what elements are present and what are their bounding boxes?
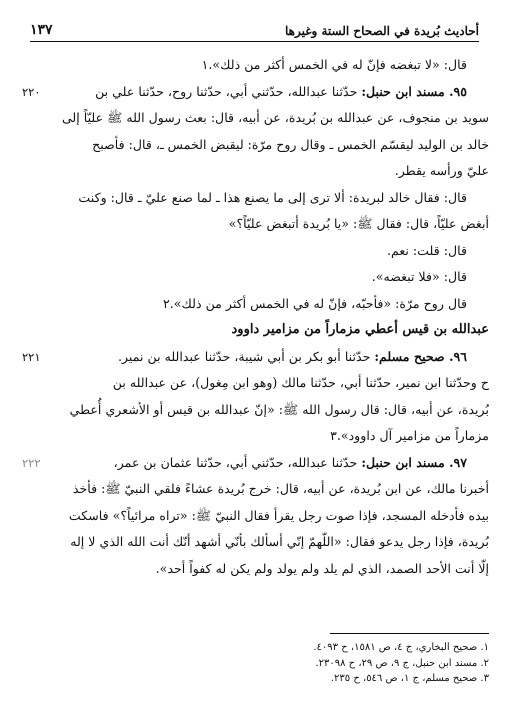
footnote: ٣. صحيح مسلم، ج ١، ص ٥٤٦، ح ٢٣٥.	[330, 673, 489, 684]
text-line: حدّثنا عبدالله، حدّثني أبي، حدّثنا روح، حدّثنا علي بن	[95, 83, 358, 99]
footnote: ١. صحيح البخاري، ج ٤، ص ١٥٨١، ح ٤٠٩٣.	[313, 642, 489, 653]
text-line: بُريدة، عن أبيه، قال: قال رسول الله ﷺ: «إنّ عبدالله بن قيس أو الأشعري أُعطي	[69, 401, 489, 417]
text-line: ح وحدّثنا ابن نمير، حدّثنا أبي، حدّثنا مالك (وهو ابن مِغول)، عن عبدالله بن	[112, 375, 489, 390]
text-line: أخبرنا مالك، عن ابن بُريدة، عن أبيه، قال: خرج بُريدة عشاءً فلقي النبيّ ﷺ: فأخذ	[72, 481, 489, 496]
text-line: إلّا أنت الأحد الصمد، الذي لم يلد ولم يولد ولم يكن له كفواً أحد».	[155, 560, 489, 576]
text-line: حدّثنا عبدالله، حدّثني أبي، حدّثنا عثمان بن عمر،	[113, 454, 358, 470]
text-line: قال: فقال خالد لبريدة: ألا ترى إلى ما يصنع هذا ـ لما صنع عليّ ـ قال: وكنت	[78, 189, 467, 205]
text-line: قال: «فلا تبغضه».	[371, 269, 467, 284]
text-line: مزماراً من مزامير آل داوود».٣	[330, 428, 489, 443]
text-line: قال روح مرّة: «فأحبّه، فإنّ له في الخمس أكثر من ذلك».٢	[163, 295, 467, 311]
section-heading: عبدالله بن قيس أعطي مزماراً من مزامير داوود	[231, 322, 489, 337]
page-body	[20, 52, 489, 582]
text-line: سويد بن منجوف، عن عبدالله بن بُريدة، عن أبيه، قال: بعث رسول الله ﷺ عليّاً إلى	[61, 110, 489, 125]
margin-number-220: ٢٢٠	[22, 84, 41, 99]
footnote: ٢. مسند ابن حنبل، ج ٩، ص ٢٩، ح ٢٣٠٩٨.	[315, 657, 489, 669]
text-line: قال: قلت: نعم.	[386, 242, 467, 258]
text-line: حدّثنا أبو بكر بن أبي شيبة، حدّثنا عبدالله بن نمير.	[117, 348, 371, 364]
page-number: ١٣٧	[30, 22, 53, 38]
hadith-95-number: ٩٥. مسند ابن حنبل:	[361, 83, 467, 99]
hadith-96-number: ٩٦. صحيح مسلم:	[374, 348, 467, 364]
footnote-divider	[330, 633, 489, 634]
running-title: أحاديث بُريدة في الصحاح الستة وغيرها	[285, 24, 479, 38]
running-header	[30, 16, 479, 42]
text-line: بُريدة، فإذا رجل يدعو فقال: «اللّهمّ إنّي أسألك بأنّي أشهد أنّك أنت الله الذي لا إله	[70, 534, 489, 549]
hadith-97-number: ٩٧. مسند ابن حنبل:	[361, 454, 467, 470]
margin-number-222: ٢٢٢	[22, 455, 41, 470]
text-line: أبغض عليّاً، قال: فقال ﷺ: «يا بُريدة أتبغض عليّاً؟»	[228, 216, 489, 231]
footnotes	[30, 640, 489, 687]
hadith-97-first-line	[20, 450, 489, 477]
text-line: بيده فأدخله المسجد، فإذا صوت رجل يقرأ فقال النبيّ ﷺ: «تراه مرائياً؟» فاسكت	[68, 507, 489, 523]
hadith-95-first-line	[20, 79, 489, 106]
text-line: خالد بن الوليد ليقسّم الخمس ـ وقال روح مرّة: ليقبض الخمس ـ، قال: فأصبح	[92, 136, 489, 152]
margin-number-221: ٢٢١	[22, 349, 41, 364]
text-line: قال: «لا تبغضه فإنّ له في الخمس أكثر من ذلك».١	[201, 57, 467, 72]
text-line: عليّ ورأسه يقطر.	[394, 163, 489, 178]
hadith-96-first-line	[20, 344, 489, 371]
